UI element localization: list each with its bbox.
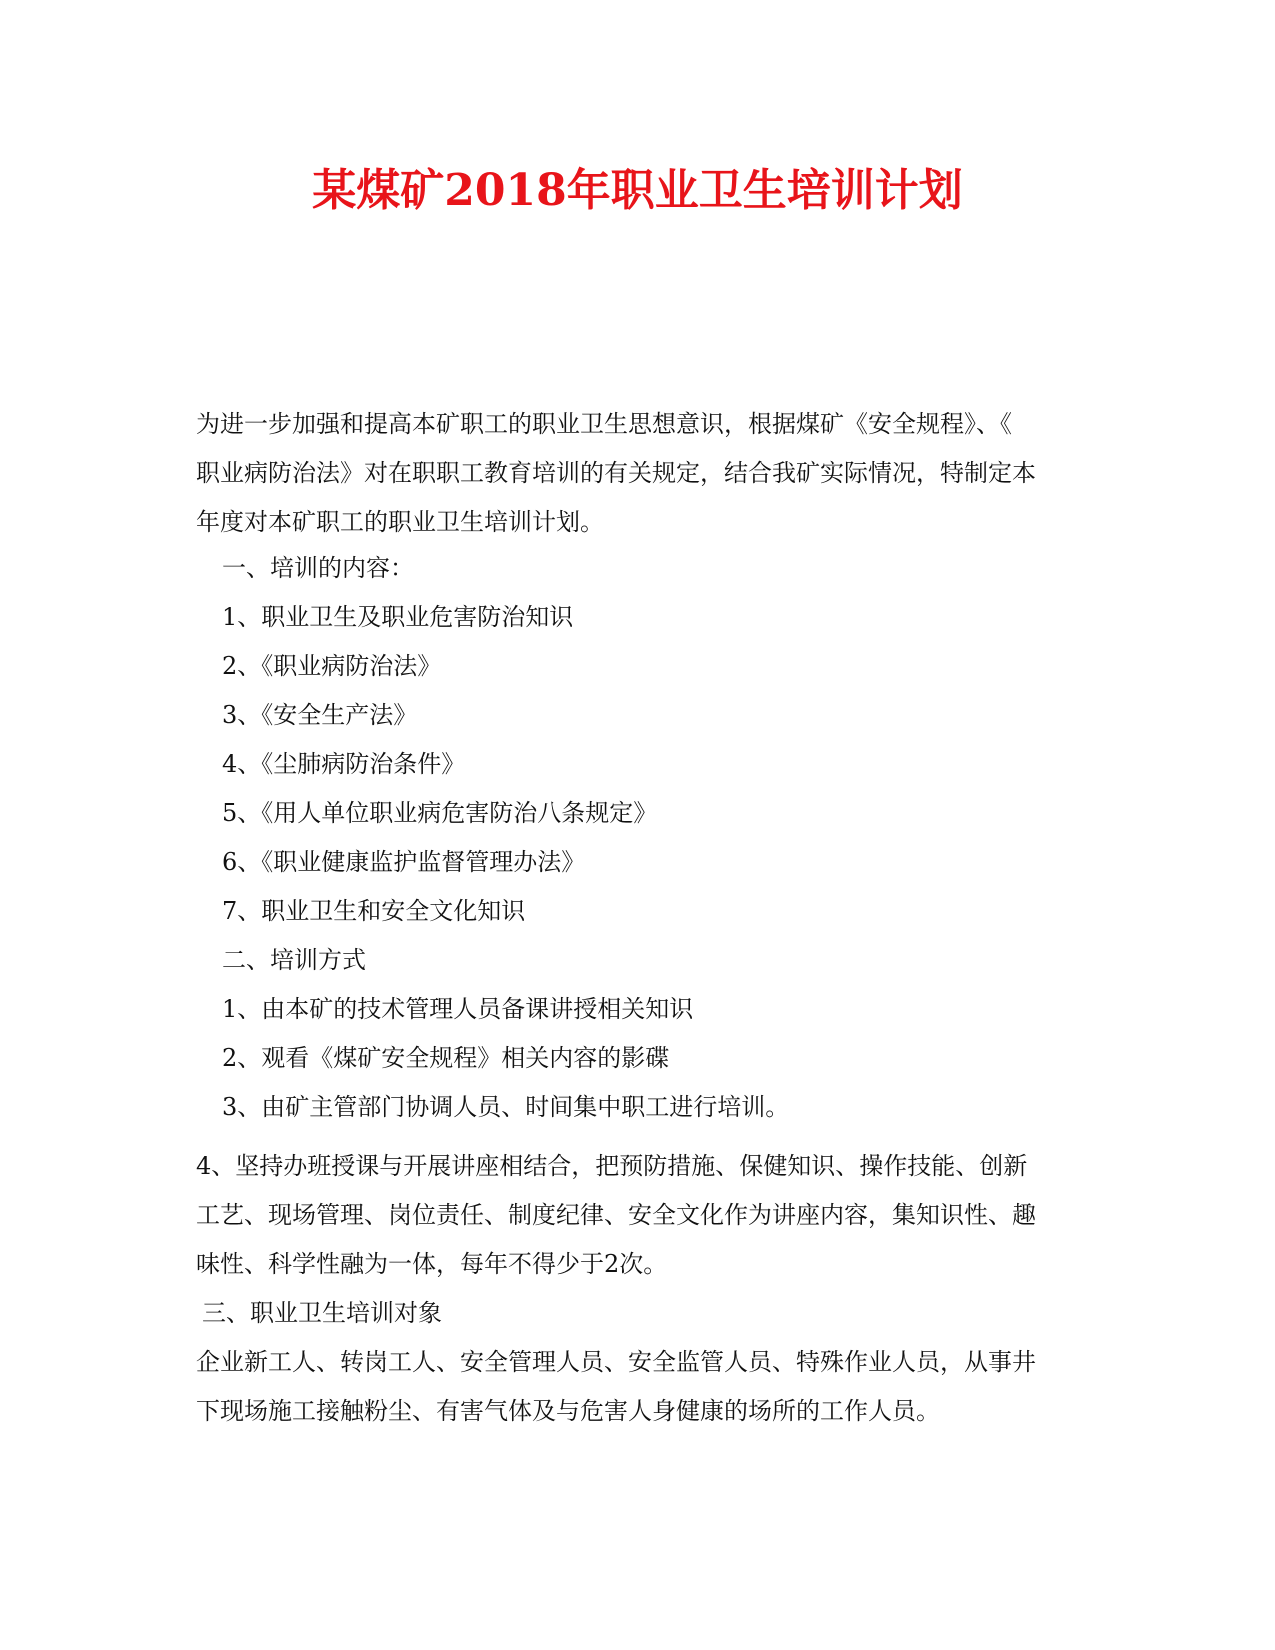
section-heading: 二、培训方式 (222, 946, 366, 974)
section-item-4-paragraph (196, 1142, 1076, 1436)
intro-line: 职业病防治法》对在职职工教育培训的有关规定，结合我矿实际情况，特制定本 (196, 459, 1036, 487)
section-heading: 三、职业卫生培训对象 (202, 1299, 442, 1327)
list-item: 1、由本矿的技术管理人员备课讲授相关知识 (222, 995, 694, 1023)
document-title: 某煤矿2018年职业卫生培训计划 (312, 165, 963, 216)
list-item: 2、观看《煤矿安全规程》相关内容的影碟 (222, 1044, 670, 1072)
paragraph-line: 下现场施工接触粉尘、有害气体及与危害人身健康的场所的工作人员。 (196, 1397, 940, 1425)
list-item: 5、《用人单位职业病危害防治八条规定》 (222, 799, 658, 827)
section-heading: 一、培训的内容： (222, 554, 414, 582)
paragraph-line: 企业新工人、转岗工人、安全管理人员、安全监管人员、特殊作业人员，从事井 (196, 1348, 1036, 1376)
list-item: 6、《职业健康监护监督管理办法》 (222, 848, 586, 876)
section-training-content (196, 544, 1076, 1132)
list-item: 3、《安全生产法》 (222, 701, 418, 729)
list-item: 4、《尘肺病防治条件》 (222, 750, 466, 778)
paragraph-line: 工艺、现场管理、岗位责任、制度纪律、安全文化作为讲座内容，集知识性、趣 (196, 1201, 1036, 1229)
intro-line: 为进一步加强和提高本矿职工的职业卫生思想意识，根据煤矿《安全规程》、《 (196, 410, 1012, 438)
intro-paragraph (196, 400, 1076, 547)
list-item: 3、由矿主管部门协调人员、时间集中职工进行培训。 (222, 1093, 790, 1121)
intro-line: 年度对本矿职工的职业卫生培训计划。 (196, 508, 604, 536)
list-item: 1、职业卫生及职业危害防治知识 (222, 603, 574, 631)
paragraph-line: 味性、科学性融为一体，每年不得少于2次。 (196, 1250, 668, 1278)
list-item: 2、《职业病防治法》 (222, 652, 442, 680)
paragraph-line: 4、坚持办班授课与开展讲座相结合，把预防措施、保健知识、操作技能、创新 (196, 1152, 1028, 1180)
list-item: 7、职业卫生和安全文化知识 (222, 897, 526, 925)
